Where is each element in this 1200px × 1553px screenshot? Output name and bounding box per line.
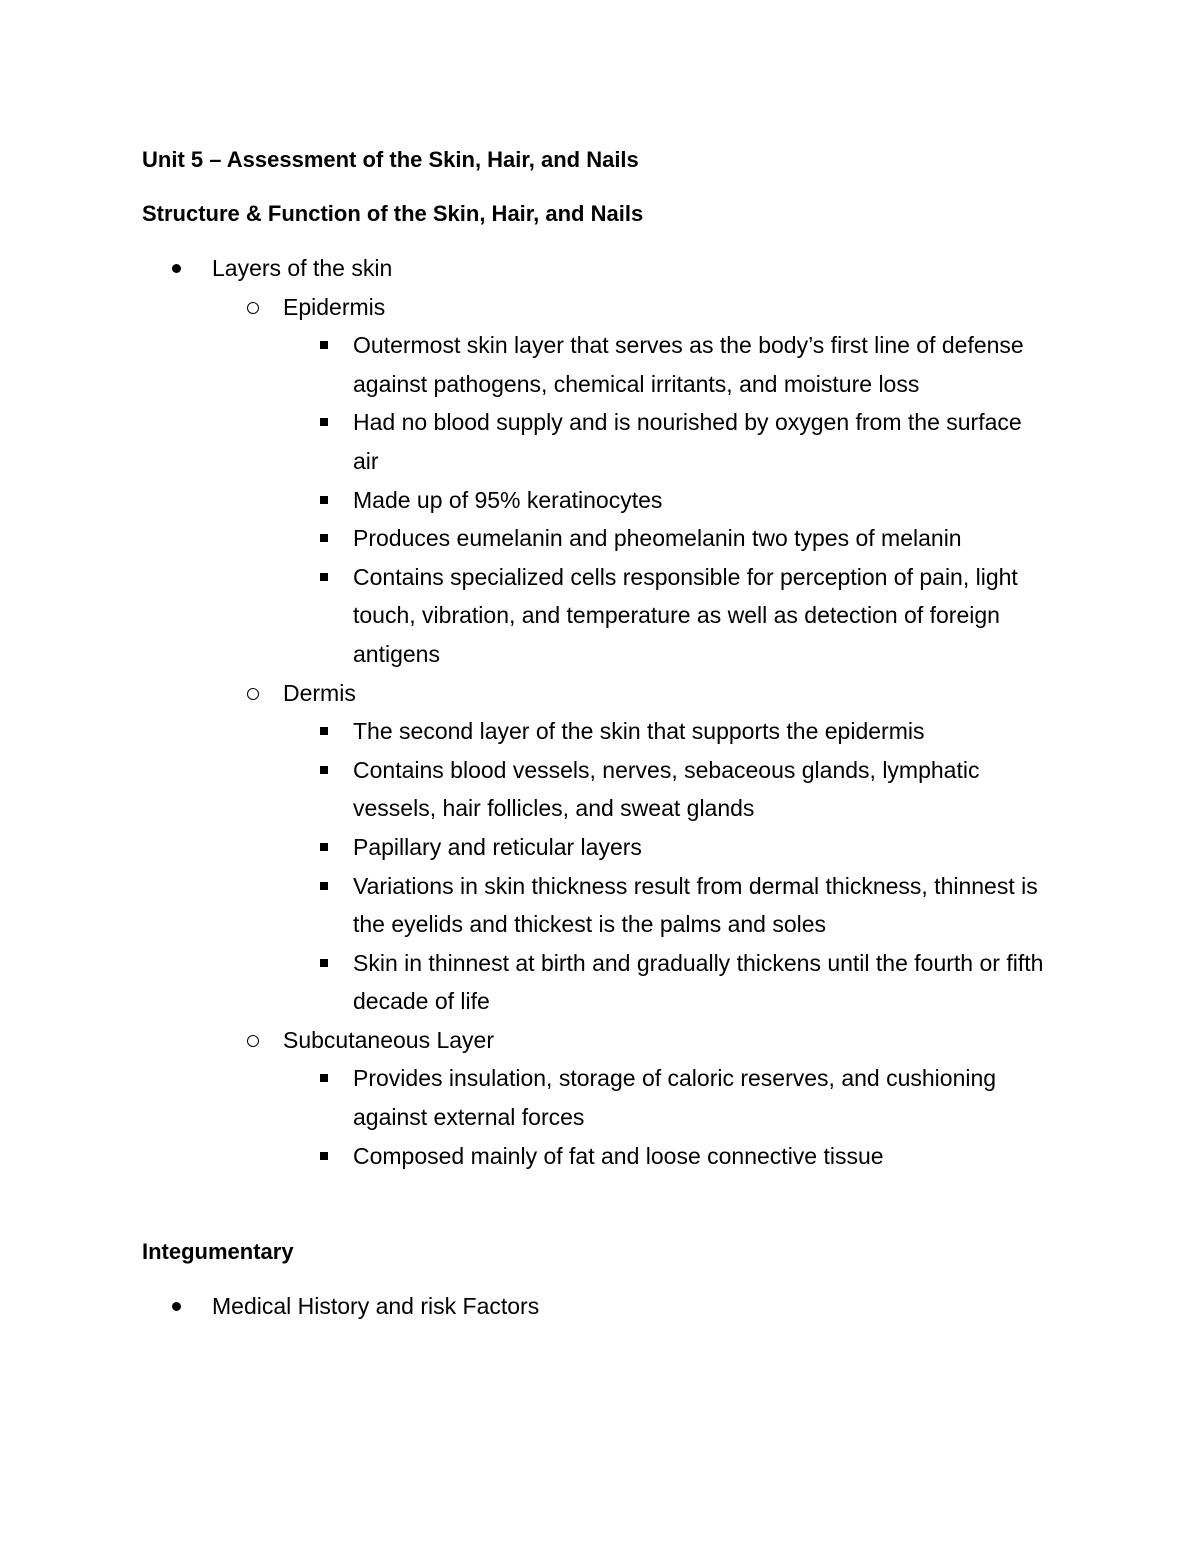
bullet-circle-icon (247, 1035, 259, 1047)
bullet-square-icon (320, 766, 328, 774)
list-item-text: The second layer of the skin that supports the epidermis (353, 718, 925, 745)
list-item-text: Made up of 95% keratinocytes (353, 486, 663, 513)
bullet-circle-icon (247, 302, 259, 314)
list-item-text: Provides insulation, storage of caloric reserves, and cushioning against external forces (353, 1065, 997, 1131)
list-item (142, 751, 1062, 828)
bullet-square-icon (320, 1074, 328, 1082)
list-item (142, 403, 1062, 480)
list-item-text: Had no blood supply and is nourished by oxygen from the surface air (353, 409, 1022, 474)
list-item-layers (142, 249, 1062, 288)
list-item (142, 326, 1062, 403)
outline-list (142, 249, 1062, 1175)
list-item (142, 519, 1062, 558)
list-item (142, 828, 1062, 867)
list-item (142, 944, 1062, 1021)
list-item-text: Produces eumelanin and pheomelanin two types of melanin (353, 525, 962, 552)
outline-list-integumentary (142, 1287, 1062, 1326)
bullet-square-icon (320, 534, 328, 542)
list-item (142, 1137, 1062, 1176)
list-item-epidermis (142, 288, 1062, 327)
list-item-medical-history (142, 1287, 1062, 1326)
section-heading-structure: Structure & Function of the Skin, Hair, and Nails (142, 201, 644, 226)
list-item-subcutaneous (142, 1021, 1062, 1060)
list-item-text: Outermost skin layer that serves as the body’s first line of defense against pathogens, chemical irritants, and moisture loss (353, 332, 1024, 397)
page-title: Unit 5 – Assessment of the Skin, Hair, and Nails (142, 147, 639, 172)
list-item-label: Subcutaneous Layer (283, 1026, 494, 1053)
list-item-text: Contains blood vessels, nerves, sebaceous glands, lymphatic vessels, hair follicles, and sweat glands (353, 756, 980, 822)
list-item-text: Composed mainly of fat and loose connective tissue (353, 1142, 884, 1169)
bullet-dot-icon (172, 1302, 181, 1311)
bullet-square-icon (320, 1152, 328, 1160)
list-item-text: Papillary and reticular layers (353, 833, 642, 860)
list-item-label: Layers of the skin (212, 255, 393, 281)
section-heading-integumentary: Integumentary (142, 1239, 294, 1264)
list-item-dermis (142, 674, 1062, 713)
bullet-circle-icon (247, 688, 259, 700)
bullet-square-icon (320, 882, 328, 890)
list-item (142, 712, 1062, 751)
list-item-label: Medical History and risk Factors (212, 1293, 540, 1319)
list-item-label: Dermis (283, 679, 356, 706)
list-item-label: Epidermis (283, 293, 386, 320)
list-item (142, 558, 1062, 674)
bullet-square-icon (320, 727, 328, 735)
list-item-text: Contains specialized cells responsible for perception of pain, light touch, vibration, and temperature as well as detection of foreign antigens (353, 563, 1018, 667)
bullet-square-icon (320, 573, 328, 581)
bullet-square-icon (320, 843, 328, 851)
bullet-square-icon (320, 959, 328, 967)
bullet-square-icon (320, 418, 328, 426)
list-item (142, 481, 1062, 520)
bullet-square-icon (320, 496, 328, 504)
list-item (142, 1059, 1062, 1136)
list-item-text: Variations in skin thickness result from dermal thickness, thinnest is the eyelids and thickest is the palms and soles (353, 872, 1038, 938)
list-item-text: Skin in thinnest at birth and gradually thickens until the fourth or fifth decade of life (353, 949, 1044, 1015)
bullet-square-icon (320, 341, 328, 349)
list-item (142, 867, 1062, 944)
bullet-dot-icon (172, 264, 181, 273)
